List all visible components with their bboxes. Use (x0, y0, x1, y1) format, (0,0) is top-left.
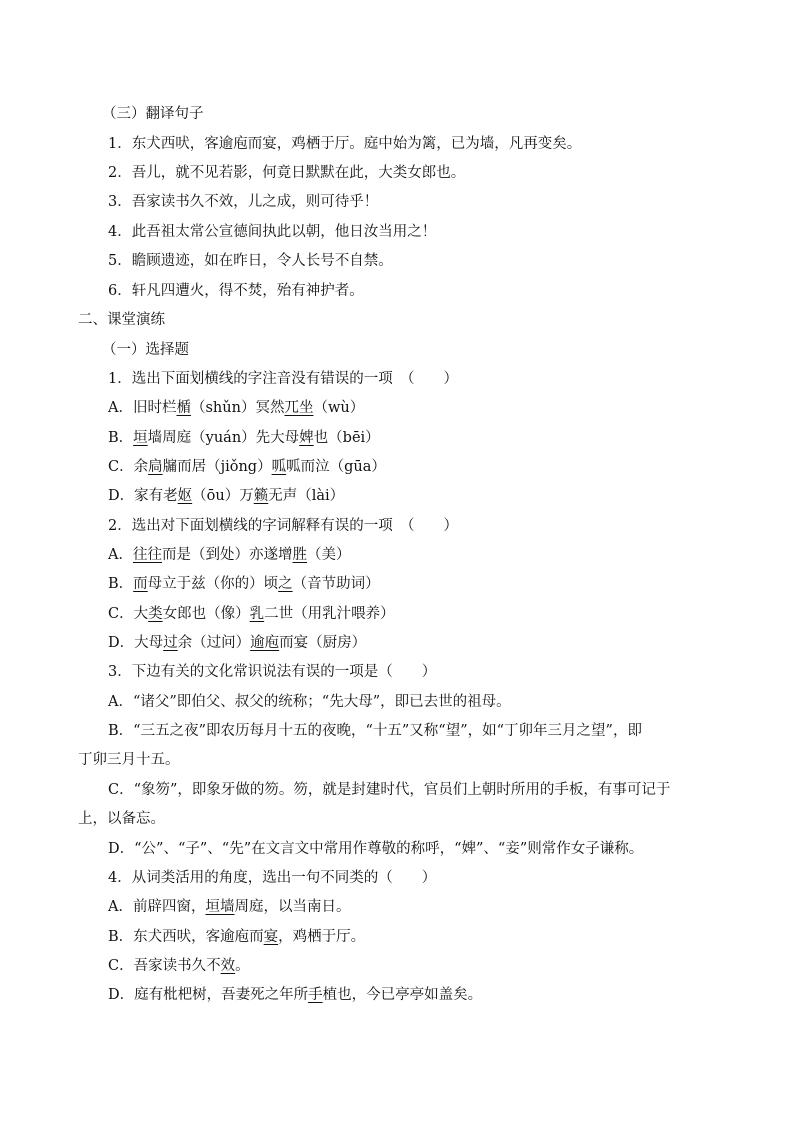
question-1-option-c: C．余扃牖而居（jiǒng）呱呱而泣（gūa） (108, 459, 386, 475)
translate-sentence-4: 4．此吾祖太常公宣德间执此以朝，他日汝当用之！ (108, 224, 437, 240)
section-heading-translate: （三）翻译句子 (102, 106, 204, 122)
question-2-option-a: A．往往而是（到处）亦遂增胜（美） (108, 547, 351, 563)
question-2-option-b: B．而母立于兹（你的）顷之（音节助词） (108, 576, 380, 592)
translate-sentence-2: 2．吾儿，就不见若影，何竟日默默在此，大类女郎也。 (108, 165, 466, 181)
question-4-stem: 4．从词类活用的角度，选出一句不同类的（ ） (108, 870, 437, 886)
question-2-option-c: C．大类女郎也（像）乳二世（用乳汁喂养） (108, 606, 395, 622)
question-3-stem: 3．下边有关的文化常识说法有误的一项是（ ） (108, 664, 437, 680)
translate-sentence-5: 5．瞻顾遗迹，如在昨日，令人长号不自禁。 (108, 253, 393, 269)
question-1-option-a: A．旧时栏楯（shǔn）冥然兀坐（wù） (108, 400, 365, 416)
question-1-stem: 1．选出下面划横线的字注音没有错误的一项 （ ） (108, 371, 458, 387)
question-3-option-b-line-1: B．“三五之夜”即农历每月十五的夜晚，“十五”又称“望”，如“丁卯年三月之望”，即 (108, 723, 642, 739)
question-3-option-d: D．“公”、“子”、“先”在文言文中常用作尊敬的称呼，“婢”、“妾”则常作女子谦称。 (108, 841, 644, 857)
question-1-option-d: D．家有老妪（ōu）万籁无声（lài） (108, 488, 345, 504)
question-3-option-c-line-1: C．“象笏”，即象牙做的笏。笏，就是封建时代，官员们上朝时所用的手板，有事可记于 (108, 782, 671, 798)
question-3-option-b-line-2: 丁卯三月十五。 (78, 752, 180, 768)
question-1-option-b: B．垣墙周庭（yuán）先大母婢也（bēi） (108, 430, 380, 446)
translate-sentence-1: 1．东犬西吠，客逾庖而宴，鸡栖于厅。庭中始为篱，已为墙，凡再变矣。 (108, 136, 582, 152)
part-heading-practice: 二、课堂演练 (78, 312, 165, 328)
question-4-option-d: D．庭有枇杷树，吾妻死之年所手植也，今已亭亭如盖矣。 (108, 987, 483, 1003)
subheading-multiple-choice: （一）选择题 (102, 342, 189, 358)
question-2-option-d: D．大母过余（过问）逾庖而宴（厨房） (108, 635, 367, 651)
question-3-option-c-line-2: 上，以备忘。 (78, 811, 165, 827)
question-4-option-b: B．东犬西吠，客逾庖而宴，鸡栖于厅。 (108, 929, 366, 945)
question-3-option-a: A．“诸父”即伯父、叔父的统称；“先大母”，即已去世的祖母。 (108, 694, 511, 710)
question-2-stem: 2．选出对下面划横线的字词解释有误的一项 （ ） (108, 518, 458, 534)
question-4-option-c: C．吾家读书久不效。 (108, 958, 250, 974)
question-4-option-a: A．前辟四窗，垣墙周庭，以当南日。 (108, 899, 351, 915)
translate-sentence-3: 3．吾家读书久不效，儿之成，则可待乎！ (108, 194, 379, 210)
translate-sentence-6: 6．轩凡四遭火，得不焚，殆有神护者。 (108, 283, 364, 299)
